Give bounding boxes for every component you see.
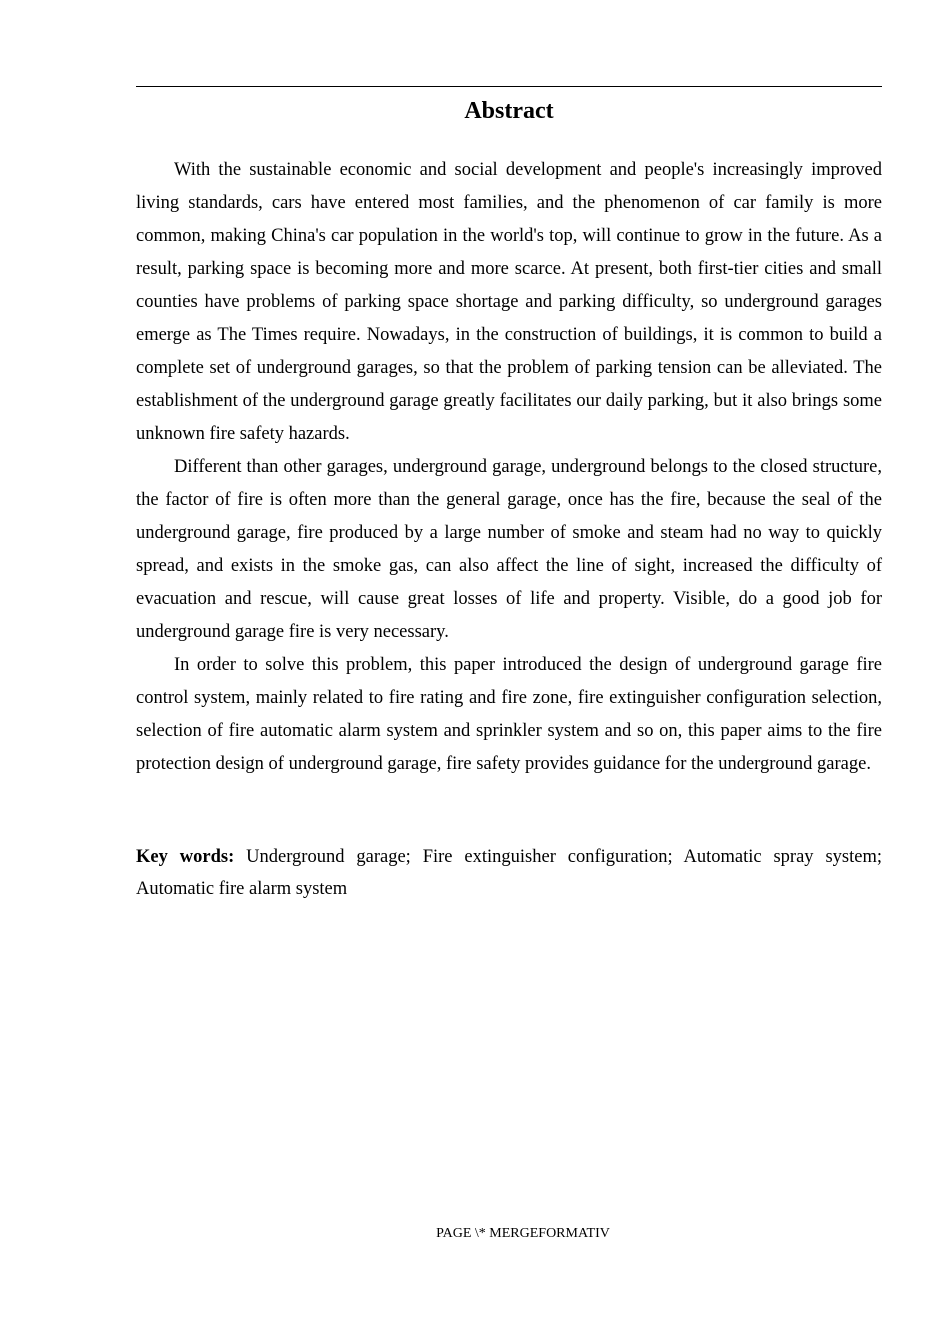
abstract-paragraph-2: Different than other garages, underground garage, underground belongs to the closed structure, the factor of fire is often more than the general garage, once has the fire, because the seal of the underground garage, fire produced by a large number of smoke and steam had no way to quickly spread, and exists in the smoke gas, can also affect the line of sight, increased the difficulty of evacuation and rescue, will cause great losses of life and property. Visible, do a good job for underground garage fire is very necessary. <box>136 457 882 642</box>
keywords-line <box>136 841 882 905</box>
keywords-label: Key words <box>136 847 229 867</box>
header-rule <box>136 86 882 87</box>
keywords-text: Underground garage; Fire extinguisher configuration; Automatic spray system; Automatic fire alarm system <box>136 847 882 899</box>
keywords-separator: : <box>228 847 235 867</box>
abstract-title: Abstract <box>464 98 554 124</box>
abstract-body <box>136 154 882 781</box>
abstract-paragraph-1: With the sustainable economic and social development and people's increasingly improved living standards, cars have entered most families, and the phenomenon of car family is more common, making China's car population in the world's top, will continue to grow in the future. As a result, parking space is becoming more and more scarce. At present, both first-tier cities and small counties have problems of parking space shortage and parking difficulty, so underground garages emerge as The Times require. Nowadays, in the construction of buildings, it is common to build a complete set of underground garages, so that the problem of parking tension can be alleviated. The establishment of the underground garage greatly facilitates our daily parking, but it also brings some unknown fire safety hazards. <box>136 160 882 444</box>
abstract-paragraph-3: In order to solve this problem, this paper introduced the design of underground garage fire control system, mainly related to fire rating and fire zone, fire extinguisher configuration selection, selection of fire automatic alarm system and sprinkler system and so on, this paper aims to the fire protection design of underground garage, fire safety provides guidance for the underground garage. <box>136 655 882 774</box>
page-footer-field: PAGE \* MERGEFORMATIV <box>436 1226 610 1241</box>
